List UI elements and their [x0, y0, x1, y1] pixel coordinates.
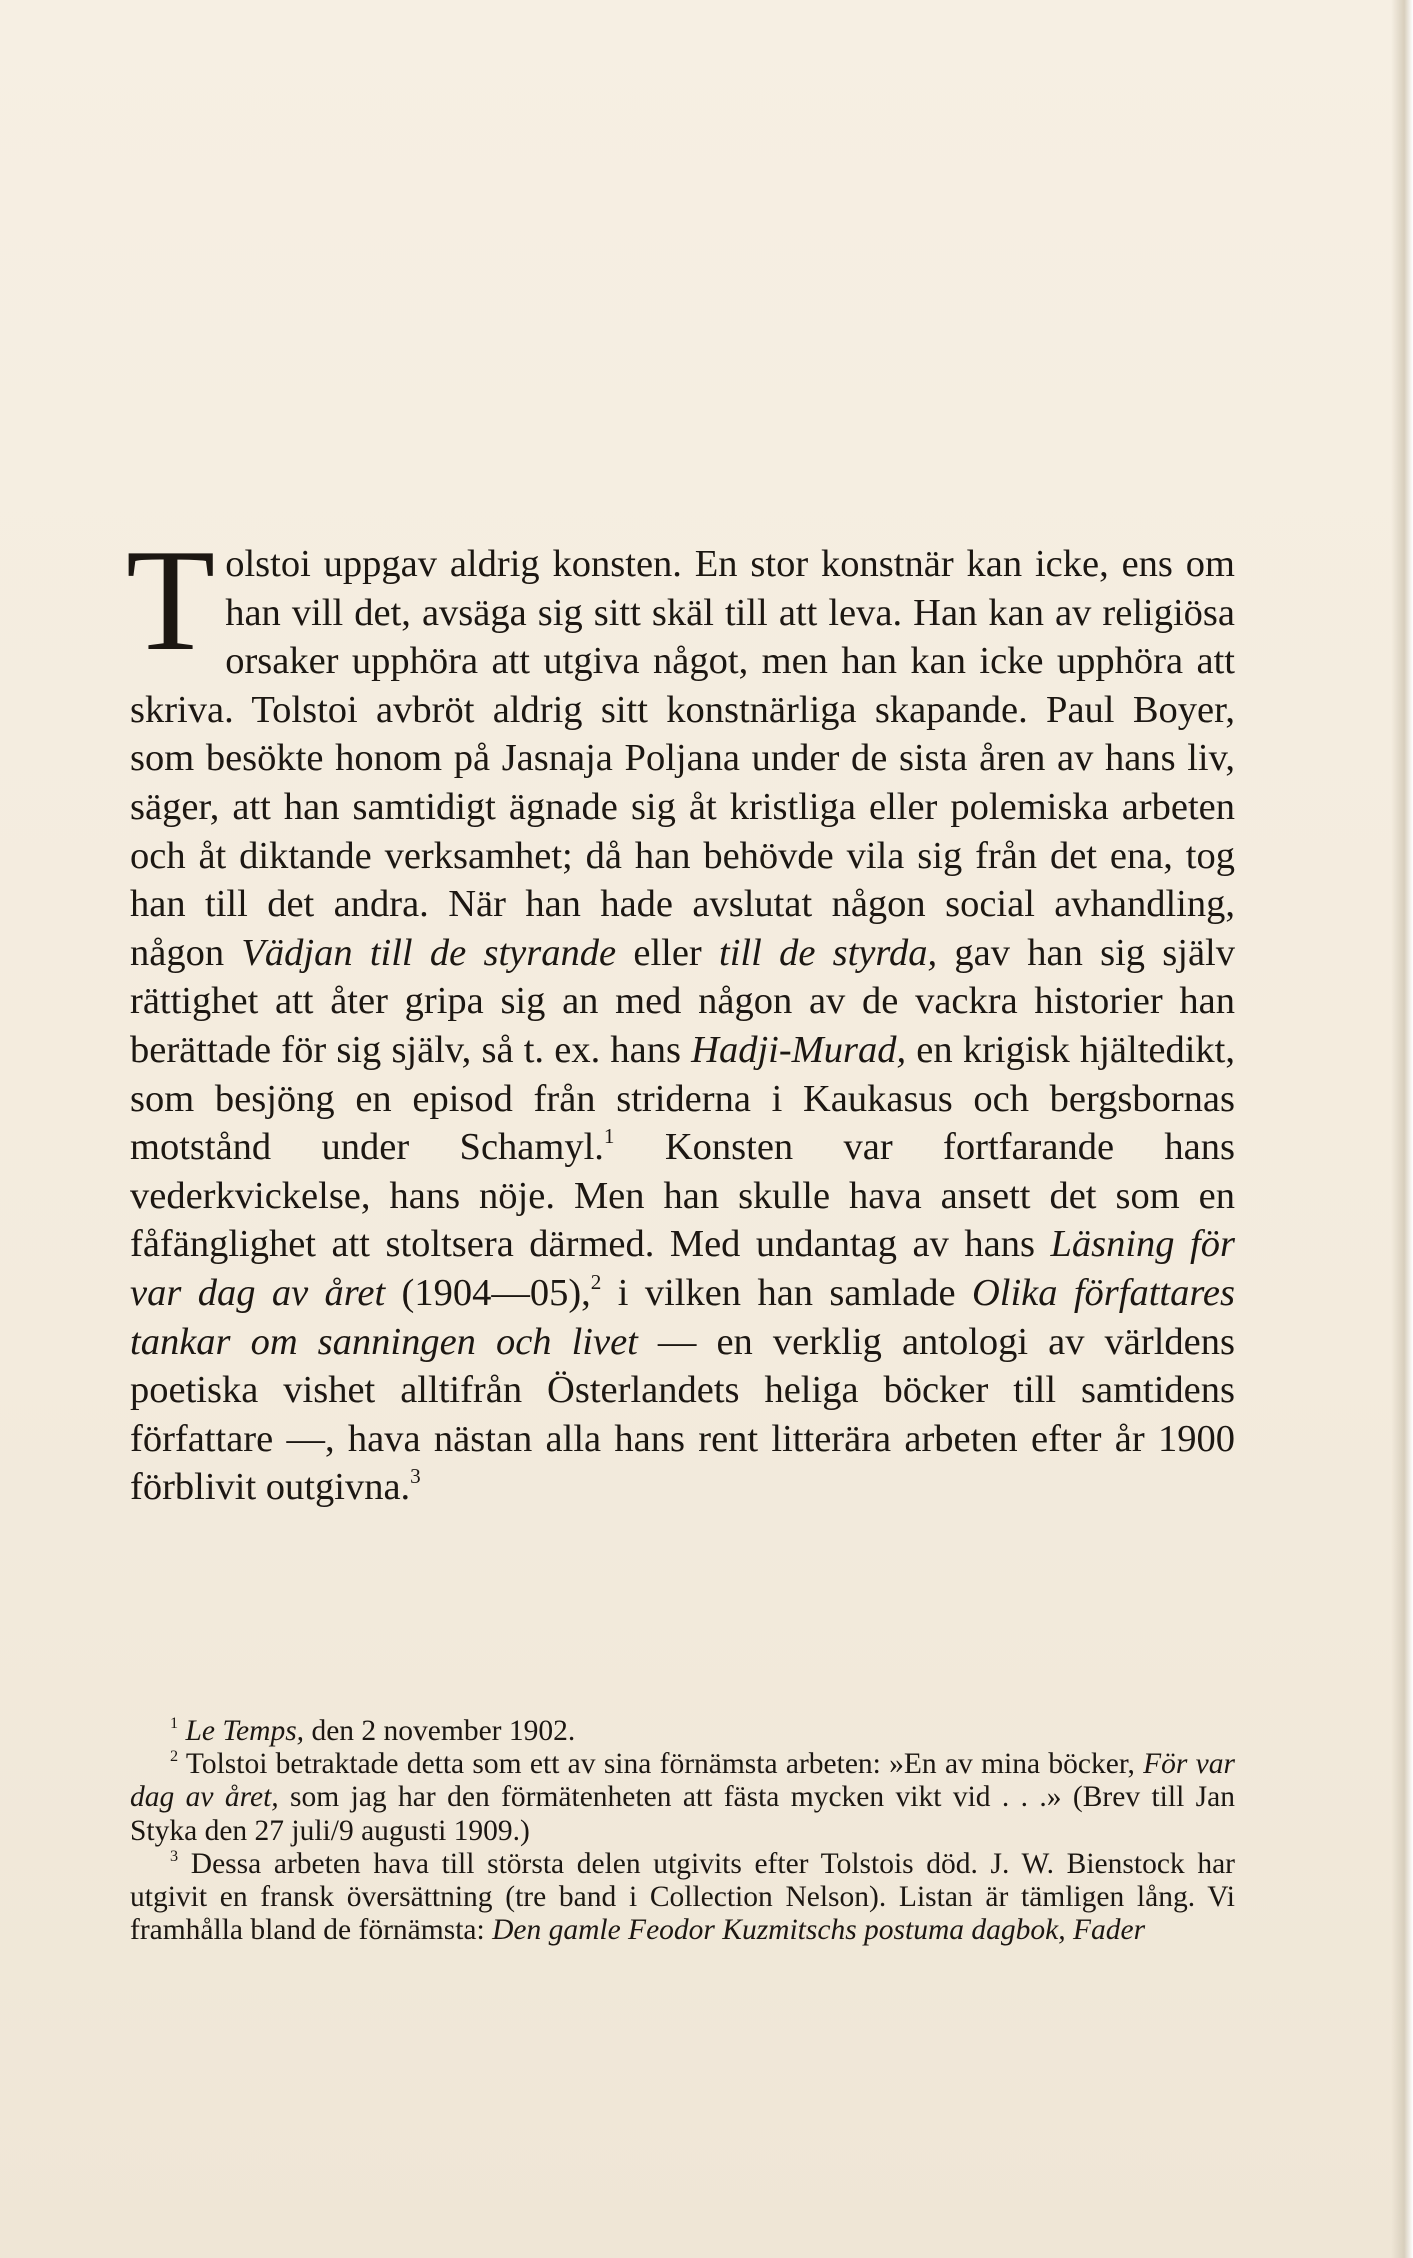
- drop-cap: T: [126, 519, 216, 681]
- footnote-2: [130, 1748, 1235, 1848]
- main-paragraph: [126, 519, 1236, 1512]
- footnote-number: 2: [170, 1747, 179, 1766]
- page-edge: [1391, 0, 1413, 2258]
- text-run: en krigisk hjältedikt, som besjöng en episod från striderna i Kaukasus och bergsbornas motstånd under Schamyl.: [130, 1028, 1235, 1169]
- italic-title: till de styrda,: [719, 931, 938, 974]
- footnote-ref: 1: [603, 1124, 615, 1149]
- text-run: eller: [616, 931, 720, 974]
- italic-title: Olika författares tankar om sanningen och livet: [130, 1271, 1235, 1363]
- italic-title: Läsning för var dag av året: [130, 1223, 1235, 1314]
- text-run: Konsten var fortfarande hans vederkvickelse, hans nöje. Men han skulle hava ansett det som en fåfänglighet att stoltsera därmed. Med undantag av hans: [130, 1126, 1235, 1266]
- footnote-ref: 3: [410, 1464, 421, 1489]
- text-run: gav han sig själv rättighet att åter gripa sig an med någon av de vackra historier han berättade för sig själv, så t. ex. hans: [130, 931, 1236, 1071]
- italic-title: Hadji-Murad,: [691, 1028, 907, 1071]
- text-run: i vilken han samlade: [601, 1271, 972, 1314]
- footnote-text: som jag har den förmätenheten att fästa mycken vikt vid . . .» (Brev till Jan Styka den 27 juli/9 augusti 1909.): [130, 1781, 1235, 1847]
- text-run: (1904—05),: [385, 1271, 591, 1314]
- footnotes: [130, 1715, 1235, 1947]
- footnote-text: den 2 november 1902.: [304, 1715, 576, 1747]
- footnote-number: 1: [170, 1713, 179, 1732]
- italic-title: Le Temps,: [185, 1715, 305, 1747]
- footnote-ref: 2: [590, 1270, 602, 1295]
- footnote-3: [130, 1848, 1235, 1948]
- text-run: olstoi uppgav aldrig konsten. En stor konstnär kan icke, ens om han vill det, avsäga sig sitt skäl till att leva. Han kan av religiösa orsaker upphöra att utgiva något, men han kan icke upphöra att skriva. Tolstoi avbröt aldrig sitt konstnärliga skapande. Paul Boyer, som besökte honom på Jasnaja Poljana under de sista åren av hans liv, säger, att han samtidigt ägnade sig åt kristliga eller polemiska arbeten och åt diktande verksamhet; då han behövde vila sig från det ena, tog han till det andra. När han hade avslutat någon social avhandling, någon: [130, 543, 1235, 974]
- footnote-1: [130, 1715, 1235, 1748]
- main-text: [126, 519, 1236, 1512]
- footnote-text: Dessa arbeten hava till största delen utgivits efter Tolstois död. J. W. Bienstock har utgivit en fransk översättning (tre band i Collection Nelson). Listan är tämligen lång. Vi framhålla bland de förnämsta:: [130, 1847, 1235, 1947]
- italic-title: För var dag av året,: [130, 1748, 1235, 1814]
- italic-title: Vädjan till de styrande: [241, 931, 617, 974]
- text-run: — en verklig antologi av världens poetiska vishet alltifrån Österlandets heliga böcker till samtidens författare —, hava nästan alla hans rent litterära arbeten efter år 1900 förblivit outgivna.: [130, 1320, 1235, 1509]
- footnote-number: 3: [170, 1846, 179, 1865]
- footnote-text: Tolstoi betraktade detta som ett av sina förnämsta arbeten: »En av mina böcker,: [178, 1748, 1144, 1781]
- italic-title: Den gamle Feodor Kuzmitschs postuma dagbok, Fader: [492, 1914, 1146, 1947]
